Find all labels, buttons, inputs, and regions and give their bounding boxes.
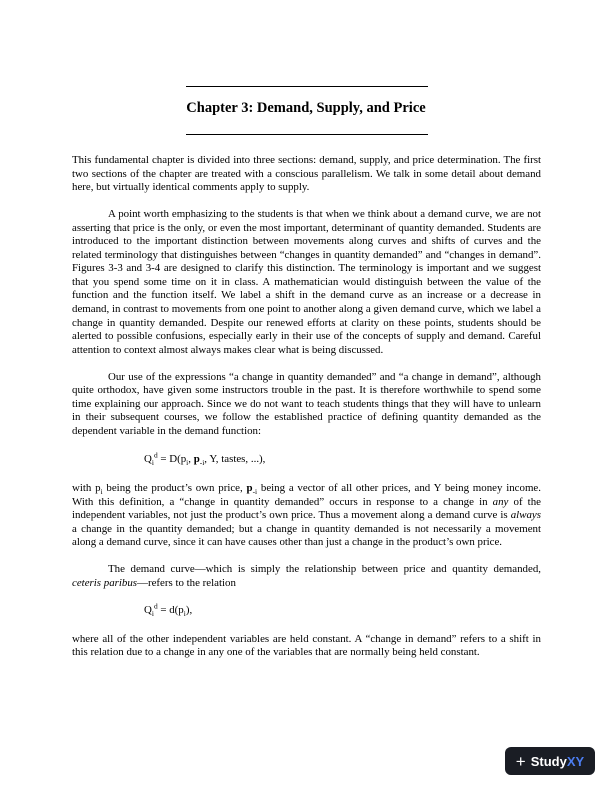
chapter-title: Chapter 3: Demand, Supply, and Price bbox=[186, 100, 426, 116]
paragraph-demand-curve: A point worth emphasizing to the students is that when we think about a demand curve, we are not asserting that price is the only, or even the most important, determinant of quantity demanded. Students are introduced to the important distinction between movements along curves and shifts of curves and the related terminology that distinguishes between “changes in quantity demanded” and “changes in demand”. Figures 3-3 and 3-4 are designed to clarify this distinction. The terminology is important and we suggest that you spend some time on it in class. A mathematician would distinguish between the value of the function and the function itself. We label a shift in the demand curve as an increase or a decrease in demand, in contrast to movements from one point to another along a given demand curve, which we label a change in quantity demanded. Despite our renewed efforts at clarity on these points, students should be alerted to possible confusions, especially early in their use of the concepts of supply and demand. Careful attention to context almost always makes clear what is being discussed. bbox=[72, 208, 541, 356]
paragraph-demand-curve-relation: The demand curve—which is simply the relationship between price and quantity demanded, ceteris paribus—refers to the relation bbox=[72, 563, 541, 589]
plus-icon: + bbox=[515, 751, 526, 771]
demand-curve-formula: $Q_i^d = d(p_i)$, bbox=[144, 601, 193, 619]
studyxy-watermark bbox=[505, 747, 595, 775]
paragraph-expressions: Our use of the expressions “a change in quantity demanded” and “a change in demand”, although quite orthodox, have given some instructors trouble in the past. It is therefore worthwhile to spend some time explaining our approach. Since we do not want to teach students things that they will have to unlearn in their subsequent courses, we follow the established practice of defining quantity demanded as the dependent variable in the demand function: bbox=[72, 370, 541, 437]
paragraph-definition: with $p_i$ being the product’s own price, $p_{-i}$ being a vector of all other prices, and Y being money income. With this definition, a “change in quantity demanded” occurs in response to a change in any of the independent variables, not just the product’s own price. Thus a movement along a demand curve is always a change in the quantity demanded; but a change in quantity demanded is not necessarily a movement along a demand curve, since it can have causes other than just a change in the product’s own price. bbox=[72, 482, 541, 549]
title-bottom-rule bbox=[186, 134, 428, 135]
paragraph-intro: This fundamental chapter is divided into three sections: demand, supply, and price determination. The first two sections of the chapter are treated with a conscious parallelism. We talk in some detail about demand here, but virtually identical comments apply to supply. bbox=[72, 154, 541, 194]
brand-name: Study bbox=[530, 753, 567, 769]
paragraph-change-in-demand: where all of the other independent variables are held constant. A “change in demand” refers to a shift in this relation due to a change in any one of the variables that are normally being held constant. bbox=[72, 632, 541, 659]
demand-function-formula: $Q_i^d = D(p_i$, $p_{-i}$, Y, tastes, ...), bbox=[144, 450, 266, 468]
brand-accent: XY bbox=[566, 753, 585, 769]
title-top-rule bbox=[186, 86, 428, 87]
body-text bbox=[72, 154, 541, 673]
